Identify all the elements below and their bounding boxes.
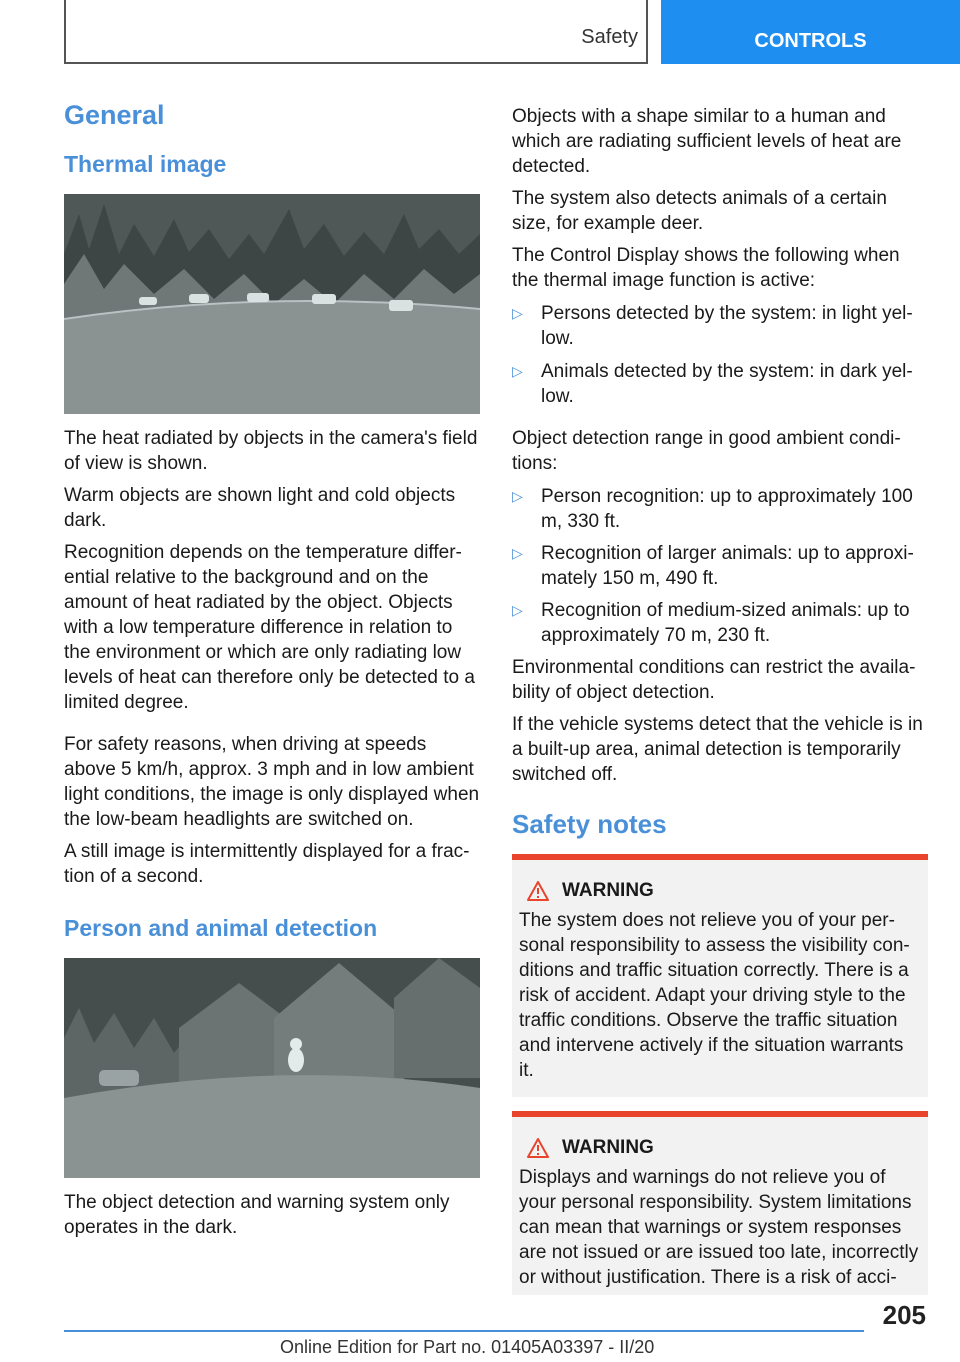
page-number: 205 [882,1300,926,1330]
list-item: ▷ Recognition of medium-sized animals: up to approximately 70 m, 230 ft. [512,600,910,646]
triangle-right-icon: ▷ [512,305,523,321]
paragraph: The heat radiated by objects in the camera's field of view is shown. [64,428,478,474]
heading-safety-notes: Safety notes [512,809,667,839]
person-detection-illustration [64,958,480,1178]
detection-range-list [512,484,928,648]
triangle-right-icon: ▷ [512,545,523,561]
header-section-label: Safety [581,26,638,48]
warning-title: WARNING [519,880,922,902]
triangle-right-icon: ▷ [512,363,523,379]
header-section-box [64,0,648,64]
warning-text: The system does not relieve you of your per-sonal responsibility to assess the visibility con-ditions and traffic situation correctly. There is a risk of accident. Adapt your driving style to the traffic conditions. Observe the traffic situation and intervene actively if the situation warrants it. [519,910,910,1081]
warning-triangle-icon [526,1137,550,1159]
list-item: ▷ Animals detected by the system: in dark yel-low. [512,361,913,407]
warning-title: WARNING [519,1137,922,1159]
triangle-right-icon: ▷ [512,488,523,504]
paragraph: A still image is intermittently displayed for a frac-tion of a second. [64,841,470,887]
list-item: ▷ Recognition of larger animals: up to approxi-mately 150 m, 490 ft. [512,543,914,589]
warning-box-1 [512,854,928,1097]
warning-triangle-icon [526,880,550,902]
footer-edition: Online Edition for Part no. 01405A03397 - II/20 [280,1337,655,1357]
paragraph: Objects with a shape similar to a human and which are radiating sufficient levels of heat are detected. [512,106,902,177]
paragraph: The system also detects animals of a certain size, for example deer. [512,188,887,234]
paragraph: If the vehicle systems detect that the vehicle is in a built-up area, animal detection is temporarily switched off. [512,714,923,785]
paragraph: Recognition depends on the temperature differ-ential relative to the background and on the amount of heat radiated by the object. Objects with a low temperature difference in relation to the environment or which are only radiating low levels of heat can therefore only be detected to a limited degree. [64,542,475,713]
right-column [512,104,928,1295]
warning-text: Displays and warnings do not relieve you of your personal responsibility. System limitations can mean that warnings or system responses are not issued or are issued too late, incorrectly or without justification. There is a risk of acci- [519,1167,919,1288]
left-column [64,100,480,1240]
header-chapter-tab: CONTROLS [661,0,960,64]
heading-general: General [64,100,165,130]
paragraph: The Control Display shows the following when the thermal image function is active: [512,245,900,291]
footer-divider [64,1330,864,1332]
thermal-image-illustration [64,194,480,414]
paragraph: The object detection and warning system only operates in the dark. [64,1192,450,1238]
list-item: ▷ Person recognition: up to approximately 100 m, 330 ft. [512,486,913,532]
list-item: ▷ Persons detected by the system: in light yel-low. [512,303,913,349]
paragraph: Warm objects are shown light and cold objects dark. [64,485,456,531]
heading-thermal-image: Thermal image [64,151,227,177]
paragraph: Environmental conditions can restrict the availa-bility of object detection. [512,657,916,703]
paragraph: Object detection range in good ambient condi-tions: [512,428,901,474]
paragraph: For safety reasons, when driving at speeds above 5 km/h, approx. 3 mph and in low ambient light conditions, the image is only displayed when the low-beam headlights are switched on. [64,734,480,830]
warning-box-2 [512,1111,928,1295]
heading-person-animal-detection: Person and animal detection [64,915,378,941]
triangle-right-icon: ▷ [512,602,523,618]
display-color-list [512,301,928,409]
